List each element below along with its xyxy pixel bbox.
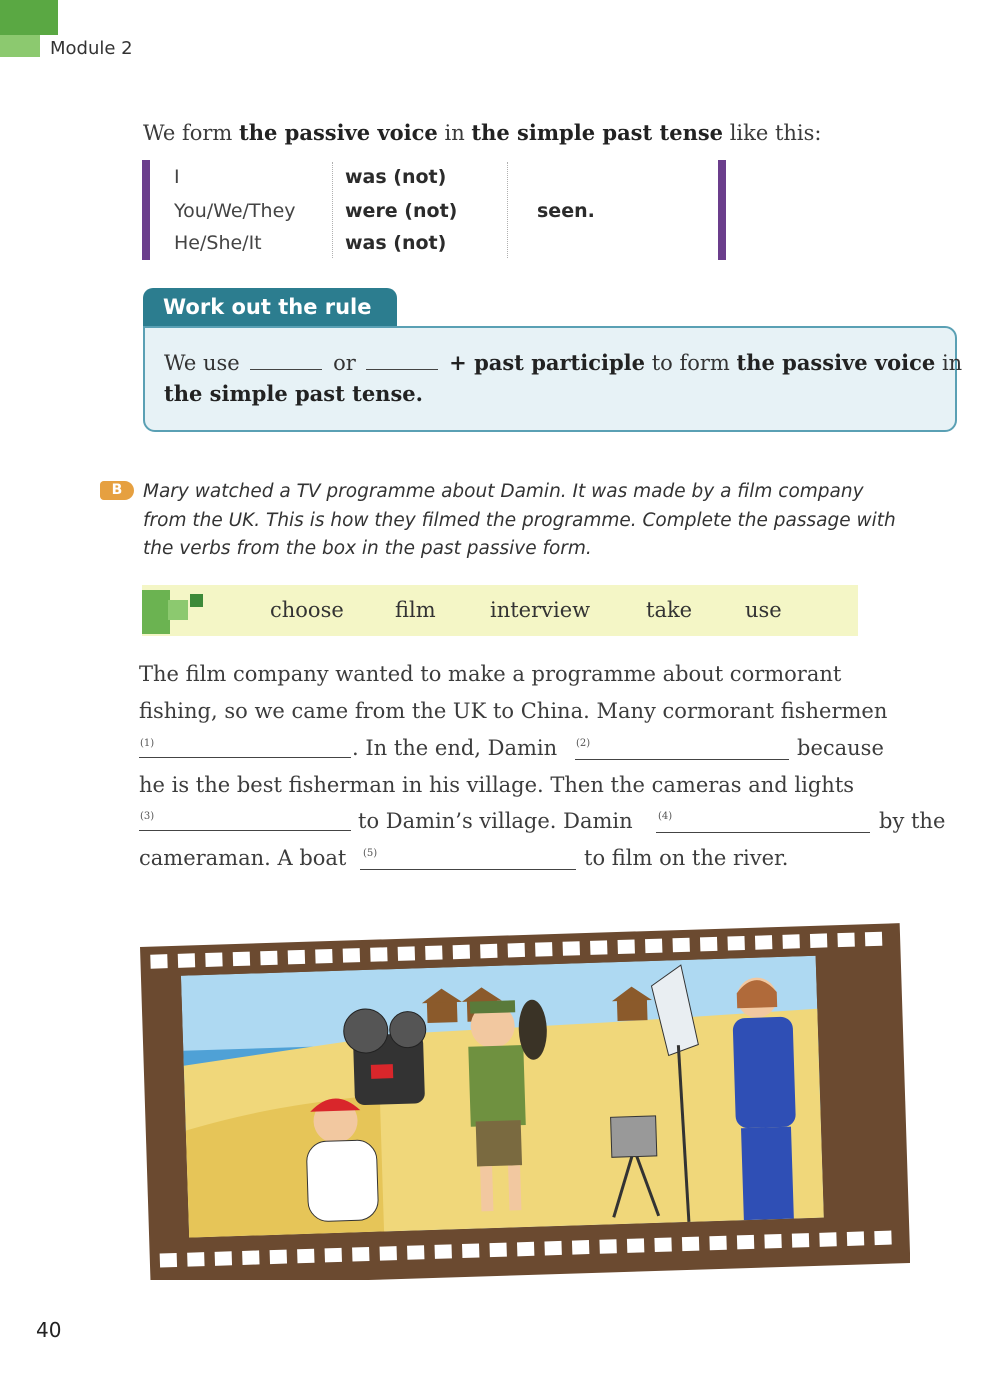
sprocket-hole [150,954,167,969]
intro-sentence: We form the passive voice in the simple past tense like this: [143,120,822,145]
table-divider [332,162,333,258]
rule-title: Work out the rule [143,288,397,326]
decorative-square-icon [168,600,188,620]
sprocket-hole [672,938,689,953]
exercise-b-badge: B [100,481,134,500]
rule-line-1: We use or + past participle to form the passive voice in [164,350,963,375]
answer-blank-3[interactable] [139,830,351,831]
decorative-square-icon [142,590,170,634]
rule-blank-1[interactable] [250,369,322,370]
answer-blank-1[interactable] [139,757,351,758]
answer-blank-2[interactable] [575,759,789,760]
sprocket-hole [755,935,772,950]
sprocket-hole [544,1241,561,1256]
sprocket-hole [425,946,442,961]
passage-line: cameraman. A boat [139,846,347,870]
sprocket-hole [764,1234,781,1249]
verb-interview: interview [490,598,591,622]
answer-blank-4[interactable] [656,832,870,833]
sprocket-hole [618,939,635,954]
passage-line: he is the best fisherman in his village. Then the cameras and lights [139,773,855,797]
sprocket-hole [590,940,607,955]
verb-cell: were (not) [345,200,458,222]
instruction-line: the verbs from the box in the past passive form. [143,538,592,559]
gap-number: (4) [658,811,673,822]
sprocket-hole [837,933,854,948]
subject-cell: He/She/It [174,232,262,254]
table-right-bar [718,160,726,260]
sprocket-hole [727,936,744,951]
sprocket-hole [489,1243,506,1258]
sprocket-hole [819,1232,836,1247]
sprocket-hole [645,939,662,954]
participle-cell: seen. [537,200,595,222]
verb-use: use [745,598,782,622]
sprocket-hole [398,946,415,961]
sprocket-hole [654,1237,671,1252]
sprocket-hole [737,1235,754,1250]
sprocket-hole [187,1252,204,1267]
scene [181,956,824,1238]
sprocket-hole [782,934,799,949]
passage-line: fishing, so we came from the UK to China. Many cormorant fishermen [139,699,888,723]
verb-cell: was (not) [345,166,447,188]
rule-box [143,326,957,432]
instruction-line: from the UK. This is how they filmed the programme. Complete the passage with [143,509,896,531]
sprocket-hole [792,1233,809,1248]
sprocket-hole [517,1242,534,1257]
exercise-b-instructions [143,478,943,564]
sprocket-hole [380,1246,397,1261]
sprocket-hole [315,949,332,964]
verb-film: film [395,598,436,622]
sprocket-hole [343,948,360,963]
module-tab-marker-light [0,35,40,57]
decorative-square-icon [190,594,203,607]
passive-voice-table [142,160,726,260]
sprocket-hole [572,1240,589,1255]
sprocket-hole [462,1244,479,1259]
sprocket-hole [535,942,552,957]
sprocket-hole [508,943,525,958]
sprocket-hole [352,1247,369,1262]
sprocket-hole [480,944,497,959]
subject-cell: I [174,166,180,188]
sprocket-hole [682,1237,699,1252]
sprocket-hole [233,952,250,967]
sprocket-hole [865,932,882,947]
answer-blank-5[interactable] [360,869,576,870]
gap-number: (5) [363,848,378,859]
gap-number: (2) [576,738,591,749]
subject-cell: You/We/They [174,200,296,222]
sprocket-hole [260,951,277,966]
sprocket-hole [270,1250,287,1265]
sprocket-hole [297,1249,314,1264]
sprocket-hole [700,937,717,952]
gap-number: (1) [140,738,155,749]
sprocket-hole [288,950,305,965]
sprocket-hole [453,945,470,960]
sprocket-hole [435,1244,452,1259]
module-tab-marker [0,0,58,35]
rule-blank-2[interactable] [366,369,438,370]
sprocket-hole [370,947,387,962]
film-strip [140,923,910,1280]
module-label: Module 2 [50,38,133,59]
sprocket-hole [847,1231,864,1246]
page-number: 40 [36,1318,62,1342]
sprocket-hole [242,1250,259,1265]
gap-number: (3) [140,811,155,822]
sprocket-hole [205,952,222,967]
instruction-line: Mary watched a TV programme about Damin. It was made by a film company [143,481,864,502]
passage-line: because [797,736,884,760]
film-strip-scene-icon [140,920,910,1280]
table-divider [507,162,508,258]
passage-line: The film company wanted to make a programme about cormorant [139,662,842,686]
passage-line: to Damin’s village. Damin [358,809,633,833]
rule-line-2: the simple past tense. [164,381,423,406]
sprocket-hole [563,941,580,956]
sprocket-hole [407,1245,424,1260]
sprocket-hole [178,953,195,968]
sprocket-hole [215,1251,232,1266]
verb-choose: choose [270,598,344,622]
sprocket-hole [709,1236,726,1251]
sprocket-hole [160,1253,177,1268]
passage-line: . In the end, Damin [352,736,558,760]
sprocket-hole [810,933,827,948]
sprocket-hole [599,1239,616,1254]
passage-line: by the [879,809,946,833]
verb-cell: was (not) [345,232,447,254]
passage-line: to film on the river. [584,846,789,870]
sprocket-hole [325,1248,342,1263]
table-left-bar [142,160,150,260]
sprocket-hole [627,1238,644,1253]
sprocket-hole [874,1231,891,1246]
verb-take: take [646,598,693,622]
